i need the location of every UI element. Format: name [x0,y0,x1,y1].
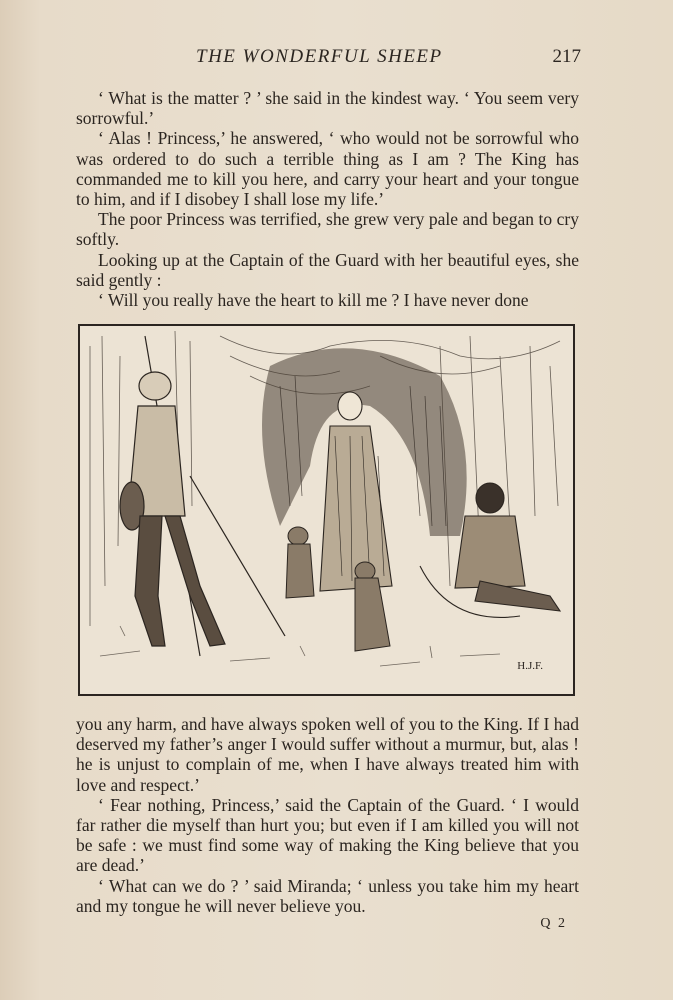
paragraph: ‘ Fear nothing, Princess,’ said the Captain of the Guard. ‘ I would far rather die myself than hurt you; but even if I am killed you will not be safe : we must find some way of making the King believe that you are dead.’ [76,794,579,876]
artist-signature: H.J.F. [517,660,543,672]
paragraph: ‘ What can we do ? ’ said Miranda; ‘ unless you take him my heart and my tongue he will never believe you. [76,875,579,916]
paragraph: you any harm, and have always spoken well of you to the King. If I had deserved my father’s anger I would suffer without a murmur, but, alas ! he is unjust to complain of me, when I have always treated him with love and respect.’ [76,714,579,795]
paragraph: The poor Princess was terrified, she grew very pale and began to cry softly. [76,209,579,250]
captain-figure [120,336,285,656]
forest-scene-drawing [80,326,573,694]
paragraph: ‘ Alas ! Princess,’ he answered, ‘ who would not be sorrowful who was ordered to do such a terrible thing as I am ? The King has commanded me to kill you here, and carry your heart and your tongue to him, and if I disobey I shall lose my life.’ [76,128,579,210]
top-text-block [76,88,579,310]
paragraph: ‘ What is the matter ? ’ she said in the kindest way. ‘ You seem very sorrowful.’ [76,88,579,129]
printer-signature-mark: Q 2 [540,916,567,931]
princess-figure [320,392,392,591]
page-number: 217 [552,46,581,67]
bottom-text-block [76,714,579,916]
paragraph: ‘ Will you really have the heart to kill me ? I have never done [98,290,529,311]
running-title: THE WONDERFUL SHEEP [196,46,443,67]
engraving-illustration [78,324,575,696]
paragraph: Looking up at the Captain of the Guard with her beautiful eyes, she said gently : [76,249,579,290]
